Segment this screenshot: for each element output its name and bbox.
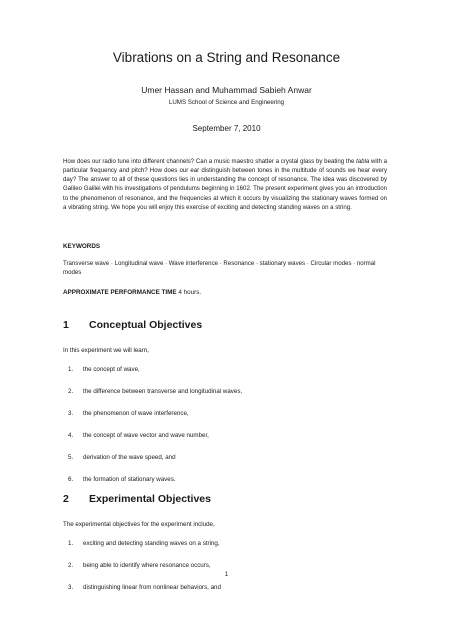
- section-1-intro: In this experiment we will learn,: [63, 347, 149, 354]
- list-item: 5. derivation of the wave speed, and: [68, 454, 176, 461]
- abstract-text-2: with a particular frequency and pitch? How does our ear distinguish between tones in the multitude of sounds we hear every day? The answer to all of these questions lies in understanding the concept of resonance. The idea was discovered by Galileo Galilei with his investigations of pendulums beginning in 1602. The present experiment gives you an introduction to the phenomenon of resonance, and the frequencies at which it occurs by visualizing the stationary waves formed on a vibrating string. We hope you will enjoy this exercise of exciting and detecting standing waves on a string.: [63, 158, 387, 211]
- performance-time-value: 4 hours.: [176, 289, 202, 296]
- performance-time-label: APPROXIMATE PERFORMANCE TIME: [63, 289, 177, 296]
- section-1-number: 1: [63, 319, 69, 331]
- section-1-title: Conceptual Objectives: [89, 319, 203, 331]
- authors: Umer Hassan and Muhammad Sabieh Anwar: [141, 85, 312, 95]
- abstract-italic: tabla: [356, 158, 370, 165]
- keywords-text: Transverse wave · Longitudinal wave · Wave interference · Resonance · stationary waves · Circular modes · normal modes: [63, 260, 376, 277]
- performance-time: [63, 289, 201, 296]
- list-item: 3. distinguishing linear from nonlinear behaviors, and: [68, 584, 221, 591]
- list-item: 1. the concept of wave,: [68, 366, 140, 373]
- keywords-heading: KEYWORDS: [63, 243, 101, 250]
- list-item: 2. the difference between transverse and longitudinal waves,: [68, 388, 243, 395]
- list-item: 3. the phenomenon of wave interference,: [68, 410, 189, 417]
- section-2-title: Experimental Objectives: [89, 493, 211, 505]
- page-number: 1: [224, 571, 229, 578]
- section-2-heading: [63, 493, 211, 505]
- list-item: 6. the formation of stationary waves.: [68, 476, 176, 483]
- section-2-intro: The experimental objectives for the experiment include,: [63, 521, 215, 528]
- list-item: 2. being able to identify where resonance occurs,: [68, 562, 211, 569]
- list-item: 4. the concept of wave vector and wave number,: [68, 432, 209, 439]
- section-1-heading: [63, 319, 202, 331]
- date: September 7, 2010: [192, 124, 261, 133]
- abstract-text-1: How does our radio tune into different channels? Can a music maestro shatter a crystal glass by beating the: [63, 158, 357, 165]
- affiliation: LUMS School of Science and Engineering: [168, 99, 285, 106]
- list-item: 1. exciting and detecting standing waves on a string,: [68, 540, 220, 547]
- paper-title: Vibrations on a String and Resonance: [112, 50, 341, 65]
- abstract: [63, 157, 387, 212]
- section-2-number: 2: [63, 493, 69, 505]
